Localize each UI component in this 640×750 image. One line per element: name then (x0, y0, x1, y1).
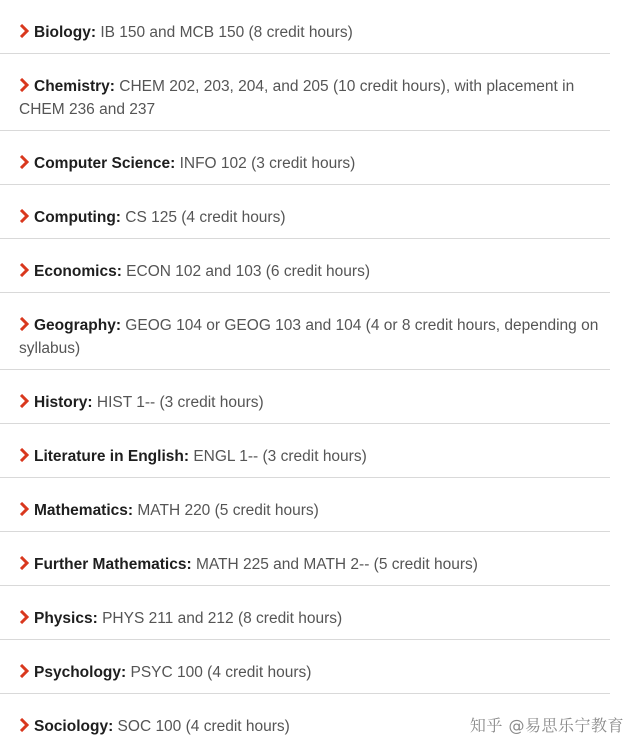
chevron-right-icon (19, 664, 29, 678)
course-detail: CS 125 (4 credit hours) (125, 209, 286, 226)
chevron-right-icon (19, 209, 29, 223)
chevron-right-icon (19, 155, 29, 169)
chevron-right-icon (19, 610, 29, 624)
watermark: 知乎 @易思乐宁教育 (469, 716, 624, 735)
chevron-right-icon (19, 394, 29, 408)
subject-label: Biology: (34, 24, 96, 41)
list-item (0, 0, 610, 54)
subject-label: Psychology: (34, 664, 127, 681)
chevron-right-icon (19, 317, 29, 331)
course-detail: MATH 225 and MATH 2-- (5 credit hours) (195, 556, 478, 573)
subject-label: Chemistry: (34, 78, 115, 95)
course-detail: ENGL 1-- (3 credit hours) (193, 448, 367, 465)
subject-label: Economics: (34, 263, 122, 280)
course-detail: CHEM 202, 203, 204, and 205 (10 credit hours), with placement in CHEM 236 and 237 (19, 78, 575, 118)
list-item (0, 54, 610, 131)
course-detail: INFO 102 (3 credit hours) (179, 155, 356, 172)
subject-label: Literature in English: (34, 448, 190, 465)
list-item (0, 640, 610, 694)
subject-label: Geography: (34, 317, 121, 334)
course-detail: PSYC 100 (4 credit hours) (130, 664, 312, 681)
list-item (0, 478, 610, 532)
course-detail: PHYS 211 and 212 (8 credit hours) (102, 610, 343, 627)
chevron-right-icon (19, 263, 29, 277)
course-detail: ECON 102 and 103 (6 credit hours) (126, 263, 370, 280)
list-item (0, 532, 610, 586)
course-detail: SOC 100 (4 credit hours) (117, 718, 290, 735)
chevron-right-icon (19, 24, 29, 38)
chevron-right-icon (19, 718, 29, 732)
chevron-right-icon (19, 78, 29, 92)
chevron-right-icon (19, 556, 29, 570)
subject-label: Further Mathematics: (34, 556, 192, 573)
subject-label: Computing: (34, 209, 121, 226)
list-item (0, 586, 610, 640)
list-item (0, 424, 610, 478)
list-item (0, 185, 610, 239)
subject-label: Mathematics: (34, 502, 134, 519)
course-detail: HIST 1-- (3 credit hours) (96, 394, 264, 411)
course-detail: GEOG 104 or GEOG 103 and 104 (4 or 8 credit hours, depending on syllabus) (19, 317, 599, 357)
subject-label: Physics: (34, 610, 98, 627)
list-item (0, 370, 610, 424)
chevron-right-icon (19, 502, 29, 516)
chevron-right-icon (19, 448, 29, 462)
list-item (0, 293, 610, 370)
subject-label: Sociology: (34, 718, 114, 735)
list-item (0, 239, 610, 293)
subject-label: Computer Science: (34, 155, 176, 172)
course-detail: MATH 220 (5 credit hours) (137, 502, 319, 519)
subject-label: History: (34, 394, 93, 411)
list-item (0, 131, 610, 185)
course-detail: IB 150 and MCB 150 (8 credit hours) (100, 24, 353, 41)
